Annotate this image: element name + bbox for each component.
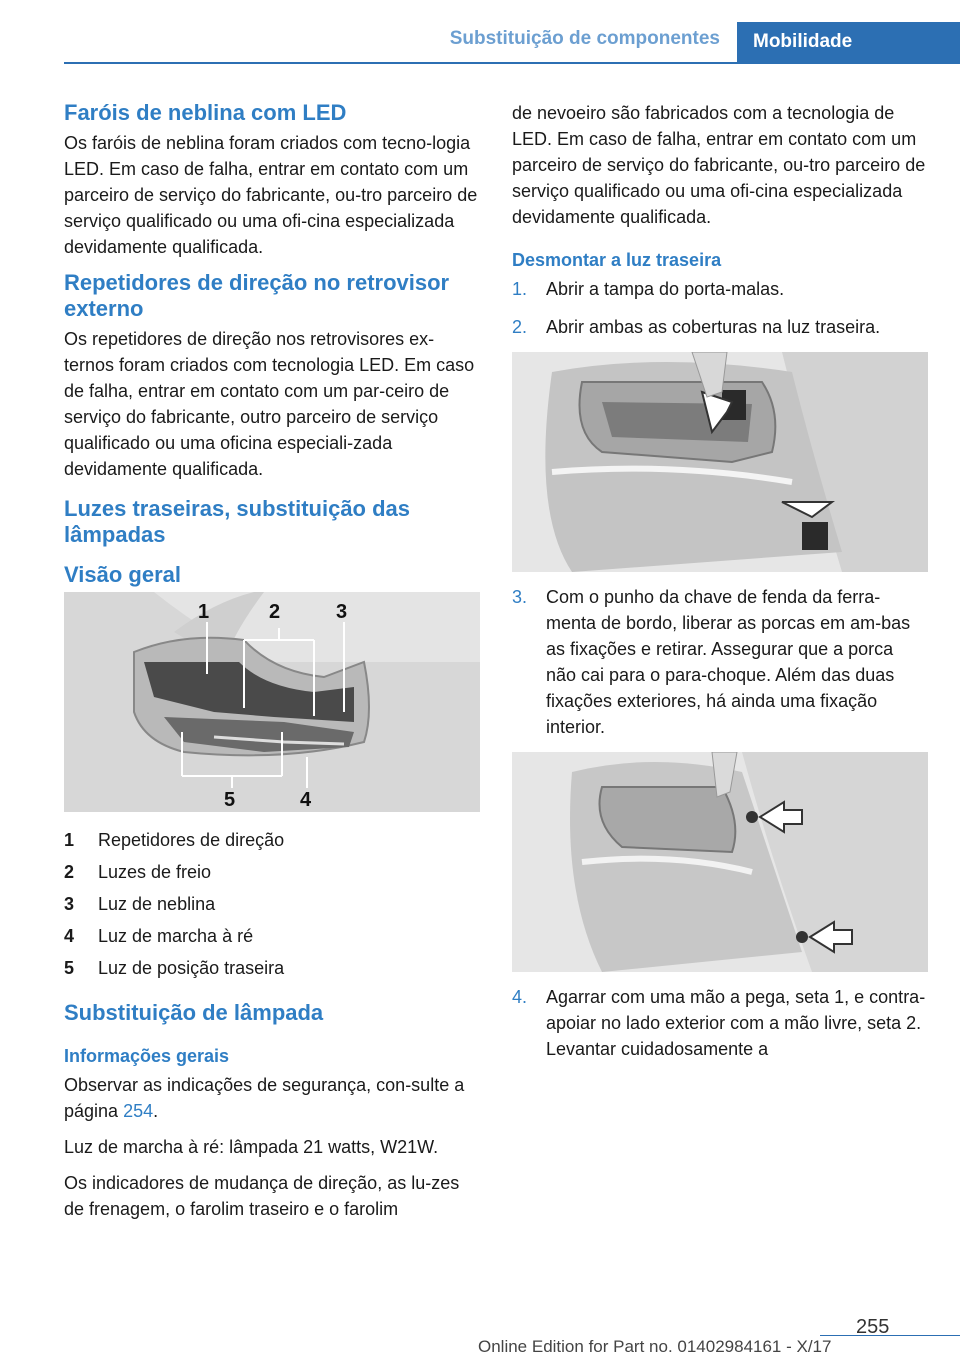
figure-label-4: 4 [300,789,312,811]
steps-list-c [512,984,928,1062]
heading-overview: Visão geral [64,562,181,587]
step-item [512,584,928,740]
page-header [0,0,960,64]
safety-period: . [153,1101,159,1121]
heading-mirror-repeaters: Repetidores de direção no retrovisor externo [64,270,450,321]
paragraph-reverse-bulb: Luz de marcha à ré: lâmpada 21 watts, W21W. [64,1137,439,1157]
paragraph-indicators: Os indicadores de mudança de direção, as lu-zes de frenagem, o farolim traseiro e o farolim [64,1173,460,1219]
paragraph-continued: de nevoeiro são fabricados com a tecnologia de LED. Em caso de falha, entrar em contato com um parceiro de serviço do fabricante, ou-tro parceiro de serviço qualificado ou uma ofi-cina especializada devidamente qualificada. [512,103,926,227]
tail-light-overview-figure [64,592,480,812]
figure-label-1: 1 [198,601,210,623]
right-column [512,100,928,1074]
step-number: 2. [512,317,528,337]
legend-list [64,824,480,984]
heading-remove-tail-light: Desmontar a luz traseira [512,250,722,270]
tail-light-overview-illustration [64,592,480,812]
figure-label-5: 5 [224,789,236,811]
legend-text: Luz de neblina [98,894,216,914]
step-item [512,276,928,302]
paragraph-mirror-repeaters: Os repetidores de direção nos retrovisores ex-ternos foram criados com tecnologia LED. Em caso de falha, entrar em contato com um par-ceiro de serviço do fabricante, outro parceiro de serviço qualificado ou uma oficina especiali-zada devidamente qualificada. [64,329,475,479]
header-chapter-tab[interactable]: Mobilidade [737,22,960,62]
open-covers-figure [512,352,928,572]
figure-label-3: 3 [336,601,348,623]
steps-list-a [512,276,928,340]
paragraph-safety [64,1072,480,1124]
legend-item [64,920,480,952]
heading-tail-lights: Luzes traseiras, substituição das lâmpadas [64,496,411,547]
legend-text: Luzes de freio [98,862,212,882]
legend-item [64,888,480,920]
step-number: 1. [512,279,528,299]
left-column [64,100,480,1232]
step-text: Agarrar com uma mão a pega, seta 1, e contra-apoiar no lado exterior com a mão livre, seta 2. Levantar cuidadosamente a [546,987,926,1059]
step-text: Abrir ambas as coberturas na luz traseira. [546,317,881,337]
header-rule [64,62,960,64]
legend-text: Luz de posição traseira [98,958,285,978]
heading-led-fog: Faróis de neblina com LED [64,100,347,125]
legend-item [64,824,480,856]
step-number: 3. [512,587,528,607]
page-number: 255 [856,1316,890,1338]
legend-item [64,856,480,888]
legend-number: 4 [64,926,75,946]
edition-note: Online Edition for Part no. 01402984161 - X/17 [478,1337,832,1356]
step-text: Com o punho da chave de fenda da ferra-menta de bordo, liberar as porcas em am-bas as fixações e retirar. Assegurar que a porca não cai para o para-choque. Além das duas fixações exteriores, há ainda uma fixação interior. [546,587,911,737]
figure-label-2: 2 [269,601,281,623]
footer-rule [820,1335,960,1336]
step-item [512,314,928,340]
fixings-illustration [512,752,928,972]
step-text: Abrir a tampa do porta-malas. [546,279,785,299]
legend-number: 5 [64,958,75,978]
safety-text: Observar as indicações de segurança, con-sulte a página [64,1075,465,1121]
step-item [512,984,928,1062]
legend-text: Luz de marcha à ré [98,926,254,946]
fixings-figure [512,752,928,972]
legend-number: 2 [64,862,75,882]
legend-number: 1 [64,830,75,850]
open-covers-illustration [512,352,928,572]
paragraph-led-fog: Os faróis de neblina foram criados com tecno-logia LED. Em caso de falha, entrar em contato com um parceiro de serviço do fabricante, ou-tro parceiro de serviço qualificado ou uma ofi-cina especializada devidamente qualificada. [64,133,478,257]
step-number: 4. [512,987,528,1007]
page-link-254[interactable]: 254 [123,1101,154,1121]
legend-text: Repetidores de direção [98,830,285,850]
header-section-title: Substituição de componentes [449,28,720,49]
steps-list-b [512,584,928,740]
heading-bulb-replacement: Substituição de lâmpada [64,1000,324,1025]
heading-general-info: Informações gerais [64,1046,230,1066]
legend-number: 3 [64,894,75,914]
legend-item [64,952,480,984]
